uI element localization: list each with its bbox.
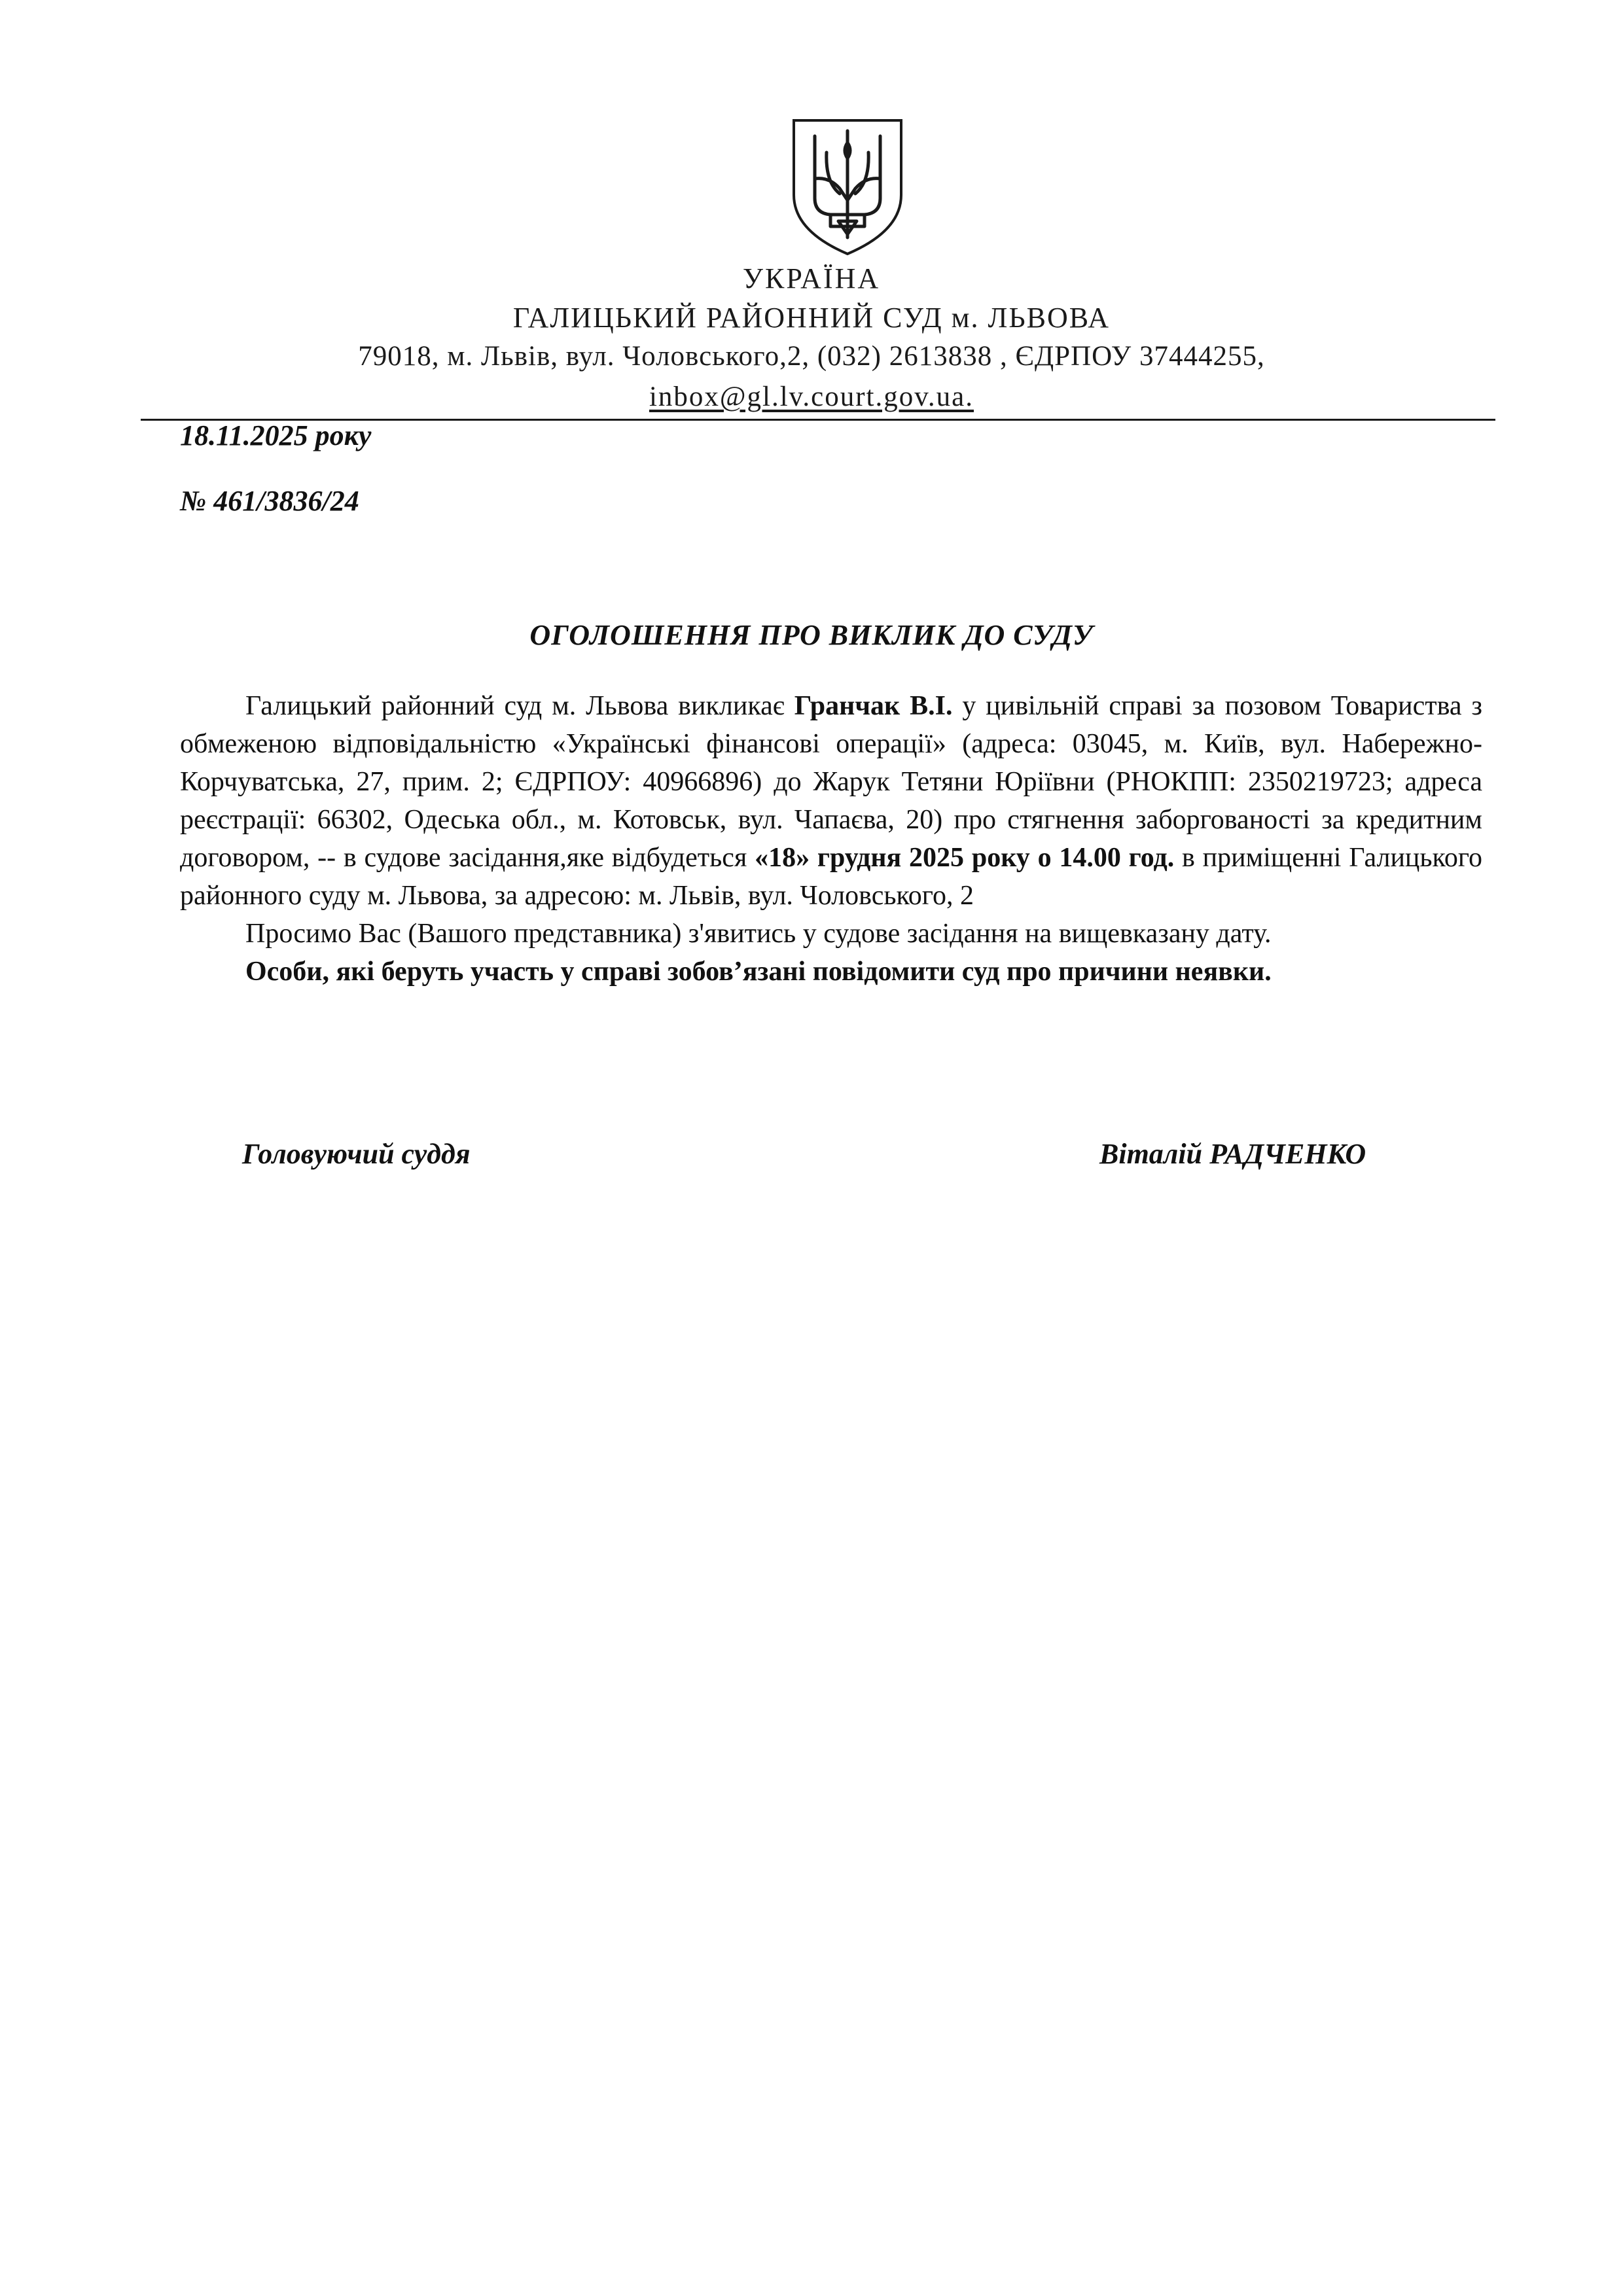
header-address: 79018, м. Львів, вул. Чоловського,2, (032) 2613838 , ЄДРПОУ 37444255, [358,341,1265,372]
trident-coat-of-arms-icon [789,116,906,257]
notice-paragraph-2: Просимо Вас (Вашого представника) з'явитись у судове засідання на вищевказану дату. [245,919,1272,949]
notice-title: ОГОЛОШЕННЯ ПРО ВИКЛИК ДО СУДУ [529,619,1094,651]
signature-name: Віталій РАДЧЕНКО [1099,1138,1366,1170]
notice-paragraph-1 [180,687,1482,915]
paragraph-1-case-details: у цивільній справі за позовом Товариства з обмеженою відповідальністю «Українські фінансові операції» (адреса: 03045, м. Київ, вул. Набережно-Корчуватська, 27, прим. 2; ЄДРПОУ: 40966896) до Жарук Тетяни Юріївни (РНОКПП: 2350219723; адреса реєстрації: 66302, Одеська обл., м. Котовськ, вул. Чапаєва, 20) про стягнення заборгованості за кредитним договором, -- в судове засідання,яке відбудеться [180,691,1482,873]
hearing-datetime: «18» грудня 2025 року о 14.00 год. [755,843,1175,873]
document-date: 18.11.2025 року [180,419,372,451]
case-number: № 461/3836/24 [180,485,359,517]
header-country: УКРАЇНА [742,262,881,294]
signature-role: Головуючий суддя [242,1138,471,1170]
paragraph-1-intro: Галицький районний суд м. Львова викликає [245,691,785,721]
defendant-name: Гранчак В.І. [794,691,953,721]
header-court-name: ГАЛИЦЬКИЙ РАЙОННИЙ СУД м. ЛЬВОВА [512,302,1111,334]
paragraph-1-location: в приміщенні Галицького районного суду м. Львова, за адресою: м. Львів, вул. Чоловського, 2 [180,843,1483,911]
notice-body [180,687,1482,991]
notice-paragraph-3: Особи, які беруть участь у справі зобов’язані повідомити суд про причини неявки. [245,957,1272,987]
header-email[interactable]: inbox@gl.lv.court.gov.ua. [649,381,974,412]
header-email-line [196,381,1427,413]
